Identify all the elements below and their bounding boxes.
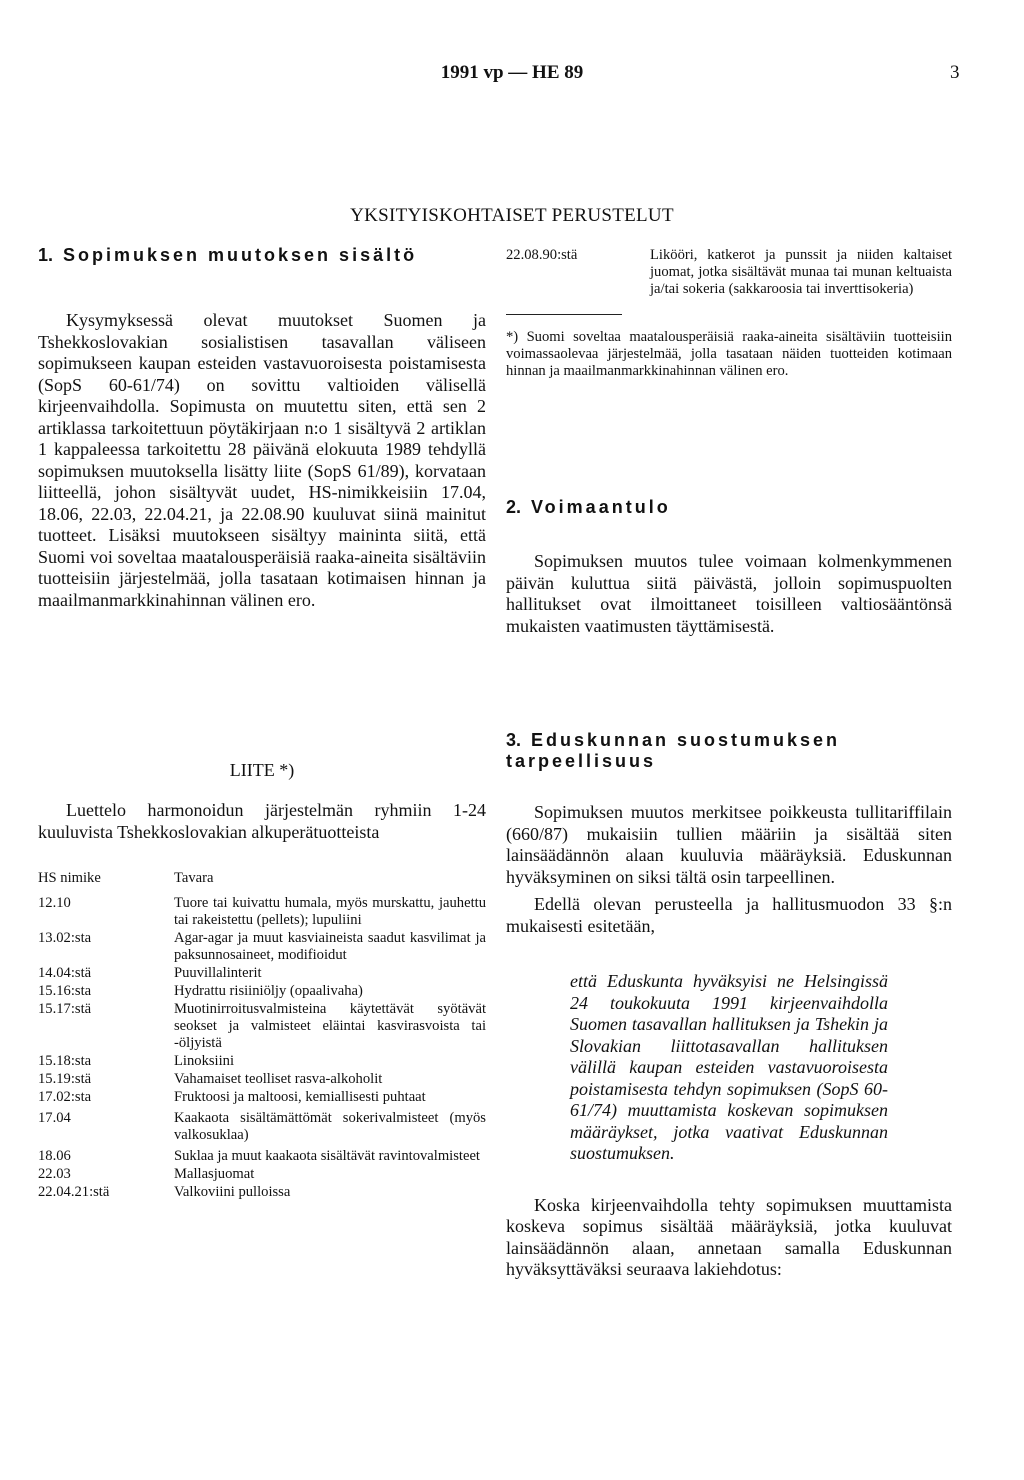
table-row: [506, 247, 952, 298]
section-3: [506, 730, 952, 1281]
section-2-number: 2.: [506, 497, 522, 517]
hs-code: 12.10: [38, 895, 71, 911]
column-header-code: HS nimike: [38, 870, 101, 886]
table-row: [38, 1183, 486, 1201]
section-1-body: Kysymyksessä olevat muutokset Suomen ja Tshekkoslovakian sosialistisen tasavallan väliseen sopimukseen kaupan esteiden vastavuoroisesta poistamisesta (SopS 60-61/74) on sovittu valtioiden välisellä kirjeenvaihdolla. Sopimusta on muutettu siten, että sen 2 artiklassa tarkoitettuun pöytäkirjaan n:o 1 sisältyvä 2 artiklan 1 kappaleessa tarkoitettu 28 päivänä elokuuta 1989 tehdyllä sopimuksen muutoksella lisätty liite (SopS 61/89), korvataan liitteellä, johon sisältyvät uudet, HS-nimikkeisiin 17.04, 18.06, 22.03, 22.04.21, ja 22.08.90 kuuluvat siinä mainitut tuotteet. Lisäksi muutokseen sisältyy maininta siitä, että Suomi voi soveltaa maatalousperäisiä raaka-aineita sisältäviin tuotteisiin järjestelmää, jolla tasataan kotimaisen hinnan ja maailmanmarkkinahinnan välinen ero.: [38, 310, 486, 610]
section-1-title: Sopimuksen muutoksen sisältö: [63, 245, 418, 265]
section-2-body: Sopimuksen muutos tulee voimaan kolmenkymmenen päivän kuluttua siitä päivästä, jolloin sopimuspuolten hallitukset ovat ilmoittaneet toisilleen valtiosääntönsä mukaisten vaatimusten täyttämisestä.: [506, 551, 952, 636]
section-1: [38, 245, 486, 611]
hs-desc: Muotinirroitusvalmisteina käytettävät syötävät seokset ja valmisteet eläintai kasvirasvoista tai -öljyistä: [174, 1001, 486, 1051]
document-title: YKSITYISKOHTAISET PERUSTELUT: [350, 205, 674, 226]
hs-code: 15.18:sta: [38, 1053, 92, 1069]
section-1-heading: [38, 245, 486, 266]
section-3-body-3: Koska kirjeenvaihdolla tehty sopimuksen muuttamista koskeva sopimus sisältää määräyksiä, jotka kuuluvat lainsäädännön alaan, annetaan samalla Eduskunnan hyväksyttäväksi seuraava lakiehdotus:: [506, 1194, 952, 1279]
hs-code: 17.04: [38, 1110, 71, 1126]
section-3-body-1: Sopimuksen muutos merkitsee poikkeusta tullitariffilain (660/87) mukaisiin tullien määriin ja sisältää siten lainsäädännön alaan kuuluvia määräyksiä. Eduskunnan hyväksyminen on siksi tältä osin tarpeellinen.: [506, 802, 952, 887]
column-header-desc: Tavara: [174, 870, 214, 886]
hs-desc: Hydrattu risiiniöljy (opaalivaha): [174, 983, 363, 999]
section-2: [506, 497, 952, 637]
hs-code: 15.17:stä: [38, 1001, 92, 1017]
table-row: [38, 1070, 486, 1088]
hs-desc: Fruktoosi ja maltoosi, kemiallisesti puhtaat: [174, 1089, 426, 1105]
footnote: *) Suomi soveltaa maatalousperäisiä raaka-aineita sisältäviin tuotteisiin voimassaolevaa järjestelmää, jolla tasataan näiden tuotteiden kotimaan hinnan ja maailmanmarkkinahinnan välinen ero.: [506, 329, 952, 379]
hs-code: 17.02:sta: [38, 1089, 92, 1105]
section-2-heading: [506, 497, 952, 518]
section-3-heading: [506, 730, 952, 772]
running-header: 1991 vp — HE 89: [440, 62, 584, 83]
table-row: [38, 895, 486, 929]
hs-code: 15.19:stä: [38, 1071, 92, 1087]
liite-intro: Luettelo harmonoidun järjestelmän ryhmiin 1-24 kuuluvista Tshekkoslovakian alkuperätuotteista: [38, 800, 486, 842]
hs-code: 13.02:sta: [38, 930, 92, 946]
table-row: [38, 1106, 486, 1144]
liite-block: [38, 760, 486, 1201]
table-row: [38, 1165, 486, 1183]
hs-table: [38, 870, 486, 1201]
table-row: [38, 964, 486, 982]
hs-desc: Linoksiini: [174, 1053, 234, 1069]
table-row: [38, 1000, 486, 1052]
hs-desc: Puuvillalinterit: [174, 965, 262, 981]
proposal-text: että Eduskunta hyväksyisi ne Helsingissä 24 toukokuuta 1991 kirjeenvaihdolla Suomen tasavallan hallituksen ja Tshekin ja Slovakian liittotasavallan hallituksen välillä kaupan esteiden vastavuoroisesta poistamisesta tehdyn sopimuksen (SopS 60-61/74) muuttamista koskevan sopimuksen määräykset, jotka vaativat Eduskunnan suostumuksen.: [570, 971, 888, 1163]
table-continuation: [506, 247, 952, 380]
liite-title: LIITE *): [229, 760, 295, 780]
table-row: [38, 1052, 486, 1070]
hs-desc: Likööri, katkerot ja punssit ja niiden kaltaiset juomat, jotka sisältävät munaa tai munan keltuaista ja/tai sokeria (sakkaroosia tai inverttisokeria): [650, 247, 952, 297]
hs-desc: Mallasjuomat: [174, 1166, 255, 1182]
hs-code: 15.16:sta: [38, 983, 92, 999]
table-header-row: [38, 870, 486, 895]
hs-code: 22.08.90:stä: [506, 247, 578, 263]
hs-desc: Suklaa ja muut kaakaota sisältävät ravintovalmisteet: [174, 1148, 480, 1164]
hs-desc: Kaakaota sisältämättömät sokerivalmisteet (myös valkosuklaa): [174, 1110, 486, 1143]
section-3-title: Eduskunnan suostumuksen tarpeellisuus: [506, 730, 841, 771]
page-number: 3: [950, 62, 960, 83]
table-row: [38, 1088, 486, 1106]
table-row: [38, 929, 486, 964]
hs-desc: Vahamaiset teolliset rasva-alkoholit: [174, 1071, 383, 1087]
hs-code: 22.03: [38, 1166, 71, 1182]
section-2-title: Voimaantulo: [531, 497, 671, 517]
section-1-number: 1.: [38, 245, 54, 265]
hs-desc: Tuore tai kuivattu humala, myös murskattu, jauhettu tai rakeistettu (pellets); lupuliini: [174, 895, 486, 928]
table-row: [38, 982, 486, 1000]
hs-desc: Agar-agar ja muut kasviaineista saadut kasvilimat ja paksunnosaineet, modifioidut: [174, 930, 486, 963]
hs-desc: Valkoviini pulloissa: [174, 1184, 291, 1200]
section-3-number: 3.: [506, 730, 522, 750]
hs-code: 14.04:stä: [38, 965, 92, 981]
section-3-body-2: Edellä olevan perusteella ja hallitusmuodon 33 §:n mukaisesti esitetään,: [506, 894, 952, 936]
footnote-rule: [506, 314, 622, 315]
hs-code: 18.06: [38, 1148, 71, 1164]
table-row: [38, 1144, 486, 1165]
hs-table-continued: [506, 247, 952, 298]
hs-code: 22.04.21:stä: [38, 1184, 110, 1200]
